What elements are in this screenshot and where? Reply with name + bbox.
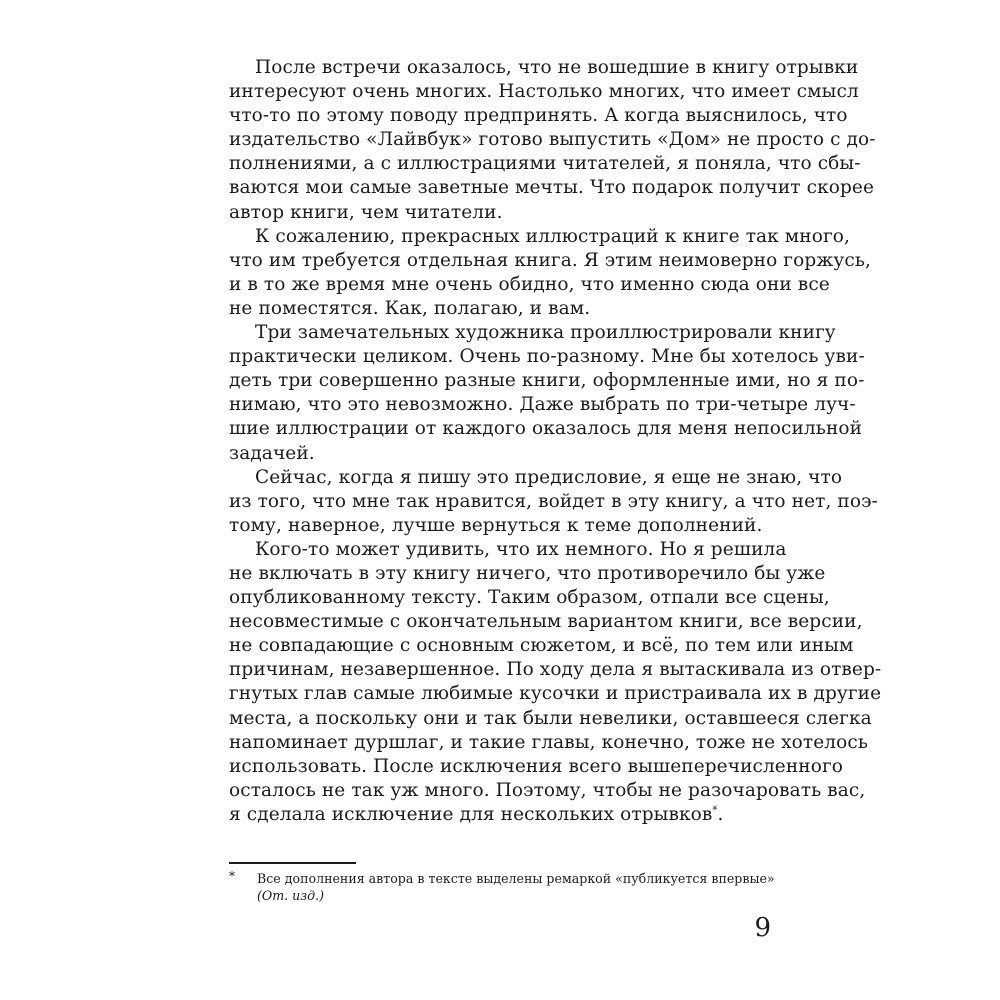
- text-line-content: ваются мои самые заветные мечты. Что подарок получит скорее: [229, 177, 875, 199]
- text-line-content: задачей.: [229, 442, 315, 464]
- text-line: [229, 442, 771, 466]
- text-line: [229, 538, 787, 562]
- text-line-content: использовать. После исключения всего вышеперечисленного: [229, 755, 843, 777]
- footnote-divider: [229, 862, 356, 864]
- text-line-content: я сделала исключение для нескольких отрывков: [229, 803, 713, 825]
- text-line: [229, 562, 826, 586]
- text-line: [229, 682, 882, 706]
- text-line-content: не совпадающие с основным сюжетом, и всё, по тем или иным: [229, 635, 854, 657]
- text-line-content: и в то же время мне очень обидно, что именно сюда они все: [229, 273, 830, 295]
- text-line-content: места, а поскольку они и так были невелики, оставшееся слегка: [229, 707, 872, 729]
- sentence-end: .: [717, 803, 724, 825]
- text-line-content: Сейчас, когда я пишу это предисловие, я еще не знаю, что: [255, 466, 843, 488]
- text-line: [229, 104, 848, 128]
- text-line-content: Три замечательных художника проиллюстрировали книгу: [255, 322, 836, 344]
- text-line-content: шие иллюстрации от каждого оказалось для меня непосильной: [229, 418, 863, 440]
- text-line: [229, 755, 843, 779]
- text-line: [229, 658, 882, 682]
- text-line: [229, 176, 875, 200]
- text-line: [229, 152, 861, 176]
- text-line: [229, 417, 863, 441]
- text-line: [229, 393, 856, 417]
- footnote-text-line-2: (От. изд.): [257, 888, 325, 903]
- text-line-content: Кого-то может удивить, что их немного. Но я решила: [255, 538, 787, 560]
- text-line: [229, 610, 863, 634]
- text-line-content: нимаю, что это невозможно. Даже выбрать по три-четыре луч-: [229, 394, 856, 416]
- text-line-content: причинам, незавершенное. По ходу дела я вытаскивала из отвер-: [229, 659, 882, 681]
- text-line-content: что-то по этому поводу предпринять. А когда выяснилось, что: [229, 105, 848, 127]
- text-line: [229, 490, 878, 514]
- text-line: [229, 731, 868, 755]
- text-line-content: интересуют очень многих. Настолько многих, что имеет смысл: [229, 81, 859, 103]
- text-line: [229, 345, 865, 369]
- footnote-marker: *: [229, 869, 235, 883]
- text-line: [229, 56, 859, 80]
- text-line: [229, 707, 872, 731]
- text-line: [229, 369, 865, 393]
- text-line-content: автор книги, чем читатели.: [229, 201, 503, 223]
- text-line-content: опубликованному тексту. Таким образом, отпали все сцены,: [229, 587, 830, 609]
- text-line-content: осталось не так уж много. Поэтому, чтобы не разочаровать вас,: [229, 779, 866, 801]
- text-line-content: К сожалению, прекрасных иллюстраций к книге так много,: [255, 225, 850, 247]
- text-line: [229, 634, 854, 658]
- text-line-content: не включать в эту книгу ничего, что противоречило бы уже: [229, 562, 826, 584]
- page-number: 9: [754, 913, 771, 943]
- text-line-content: из того, что мне так нравится, войдет в эту книгу, а что нет, поэ-: [229, 490, 878, 512]
- footnote-reference: *: [712, 804, 718, 816]
- text-line-content: что им требуется отдельная книга. Я этим неимоверно горжусь,: [229, 249, 871, 271]
- text-line-content: полнениями, а с иллюстрациями читателей, я поняла, что сбы-: [229, 153, 861, 175]
- text-line: [229, 225, 850, 249]
- text-line-content: издательство «Лайвбук» готово выпустить «Дом» не просто с до-: [229, 129, 876, 151]
- text-line: [229, 586, 830, 610]
- text-line: [229, 514, 771, 538]
- text-line: [229, 273, 830, 297]
- text-line-content: практически целиком. Очень по-разному. Мне бы хотелось уви-: [229, 346, 865, 368]
- text-line: [229, 321, 836, 345]
- footnote: [229, 869, 775, 904]
- text-line-content: тому, наверное, лучше вернуться к теме дополнений.: [229, 514, 763, 536]
- text-line: [229, 466, 843, 490]
- body-text: [229, 56, 882, 827]
- text-line-content: несовместимые с окончательным вариантом книги, все версии,: [229, 611, 863, 633]
- text-line-content: напоминает дуршлаг, и такие главы, конечно, тоже не хотелось: [229, 731, 868, 753]
- text-line-content: гнутых глав самые любимые кусочки и пристраивала их в другие: [229, 683, 882, 705]
- footnote-text-line-1: Все дополнения автора в тексте выделены ремаркой «публикуется впервые»: [257, 871, 775, 886]
- text-line-content: не поместятся. Как, полагаю, и вам.: [229, 297, 591, 319]
- text-line-content: деть три совершенно разные книги, оформленные ими, но я по-: [229, 370, 865, 392]
- text-line: [229, 128, 876, 152]
- text-line: [229, 80, 859, 104]
- text-line-content: После встречи оказалось, что не вошедшие в книгу отрывки: [255, 57, 859, 78]
- text-line: [229, 201, 771, 225]
- text-line: [229, 297, 771, 321]
- text-line: [229, 803, 771, 827]
- text-line: [229, 249, 871, 273]
- text-line: [229, 779, 866, 803]
